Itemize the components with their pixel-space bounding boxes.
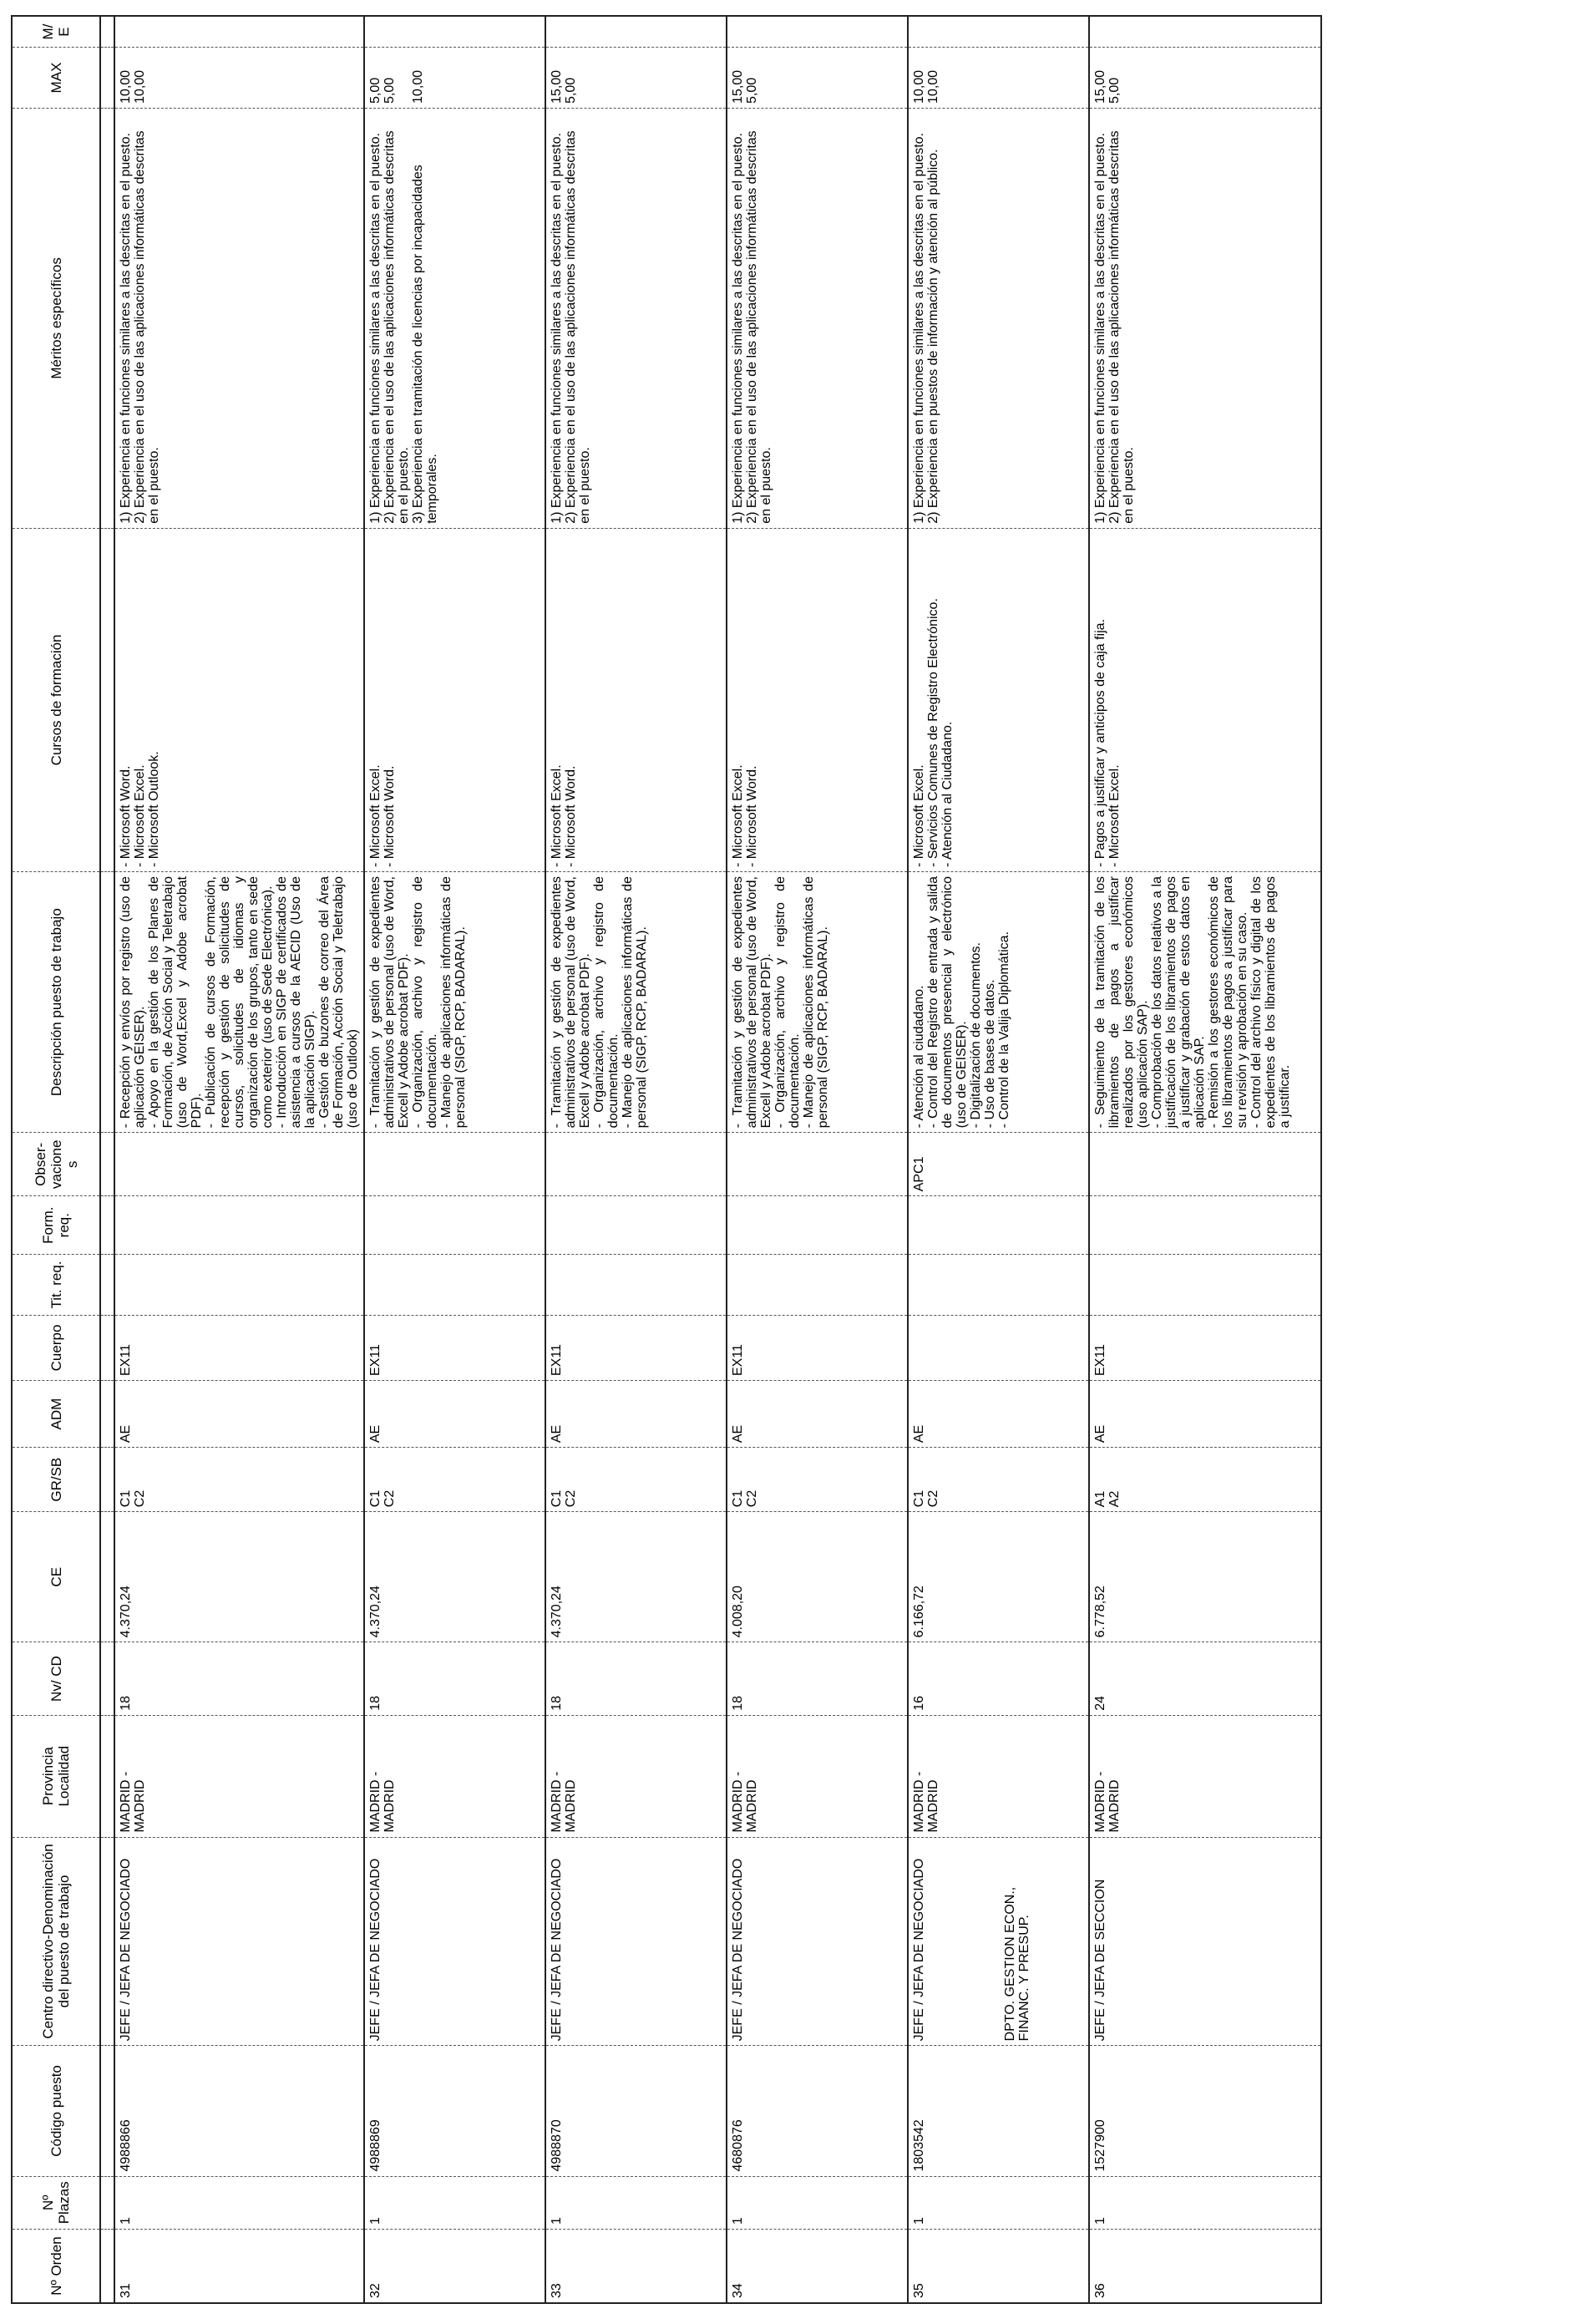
header-ce: CE [12,1512,100,1642]
max-text: 10,00 10,00 [912,69,940,104]
provincia-text: MADRID - MADRID [119,1771,147,1833]
cell-max [364,48,545,109]
cell-adm: AE [908,1381,1089,1448]
cell-ce: 4.370,24 [114,1512,364,1642]
header-obs: Obser- vaciones [12,1133,100,1196]
provincia-text: MADRID - MADRID [912,1771,940,1833]
cell-nvcd: 18 [364,1642,545,1715]
table-row [908,16,1089,2303]
cursos-text: - Microsoft Excel. - Servicios Comunes de Registro Electrónico. - Atención al Ciudadano. [912,598,955,868]
cell-meritos [114,108,364,528]
cell-orden: 32 [364,2230,545,2303]
cell-max [1089,48,1321,109]
cell-plazas: 1 [908,2176,1089,2230]
cell-grsb [1089,1448,1321,1512]
cell-obs [364,1133,545,1196]
cell-max [114,48,364,109]
puesto-denominacion: JEFE / JEFA DE NEGOCIADO [368,1858,383,2042]
puesto-denominacion: JEFE / JEFA DE NEGOCIADO [731,1858,745,2042]
cell-meritos [364,108,545,528]
descripcion-text: - Tramitación y gestión de expedientes administrativos de personal (uso de Word, Excell y Adobe acrobat PDF). - Organización, archivo y registro de documentación. - Manejo de aplicaciones informáticas de personal (SIGP, RCP, BADARAL). [731,876,830,1129]
cell-descripcion [1089,872,1321,1133]
meritos-text: 1) Experiencia en funciones similares a las descritas en el puesto. 2) Experiencia en el uso de las aplicaciones informáticas descritas en el puesto. [550,130,592,524]
header-cursos: Cursos de formación [12,528,100,871]
header-max: MAX [12,48,100,109]
cell-codigo: 1527900 [1089,2046,1321,2176]
descripcion-text: - Recepción y envíos por registro (uso de aplicación GEISER). - Apoyo en la gestión de los Planes de Formación, de Acción Social y Teletrabajo (uso de Word,Excel y Adobe acrobat PDF). - Publicación de cursos de Formación, recepción y gestión de solicitudes de cursos, solicitudes de idiomas y organización de los grupos, tanto en sede como exterior (uso de Sede Electrónica). - Introducción en SIGP de certificados de asistencia a cursos de la AECID (Uso de la aplicación SIGP). - Gestión de buzones de correo del Área de Formación, Acción Social y Teletrabajo (uso de Outlook) [119,876,360,1129]
cell-ce: 4.370,24 [364,1512,545,1642]
header-nvcd: Nv/ CD [12,1642,100,1715]
cell-grsb [114,1448,364,1512]
cell-cuerpo: EX11 [114,1315,364,1380]
cell-obs [1089,1133,1321,1196]
cell-meritos [1089,108,1321,528]
table-row [1089,16,1321,2303]
cell-form [545,1196,727,1255]
header-codigo: Código puesto [12,2046,100,2176]
cell-tit [545,1255,727,1316]
grsb-text: A1 A2 [1093,1490,1122,1508]
cell-descripcion [727,872,908,1133]
header-descripcion: Descripción puesto de trabajo [12,872,100,1133]
cell-descripcion [908,872,1089,1133]
max-text: 15,00 5,00 [1093,69,1122,104]
cell-max [727,48,908,109]
descripcion-text: - Seguimiento de la tramitación de los libramientos de pagos a justificar realizados por los gestores económicos (uso aplicación SAP). - Comprobación de los datos relativos a la justificación de los libramientos de pagos a justificar y grabación de estos datos en aplicación SAP. - Remisión a los gestores económicos de los libramientos de pagos a justificar para su revisión y aprobación en su caso. - Control del archivo físico y digital de los expedientes de los libramientos de pagos a justificar. [1093,876,1292,1129]
cell-provincia [908,1715,1089,1837]
header-cuerpo: Cuerpo [12,1315,100,1380]
descripcion-text: - Tramitación y gestión de expedientes administrativos de personal (uso de Word, Excell y Adobe acrobat PDF). - Organización, archivo y registro de documentación. - Manejo de aplicaciones informáticas de personal (SIGP, RCP, BADARAL). [368,876,468,1129]
cell-centro [727,1837,908,2046]
cell-form [727,1196,908,1255]
max-text: 5,00 5,00 10,00 [368,69,425,104]
cell-provincia [114,1715,364,1837]
cursos-text: - Microsoft Word. - Microsoft Excel. - Microsoft Outlook. [119,751,161,868]
provincia-text: MADRID - MADRID [368,1771,397,1833]
cell-tit [727,1255,908,1316]
cell-grsb [364,1448,545,1512]
cell-codigo: 4988866 [114,2046,364,2176]
cell-obs [114,1133,364,1196]
cell-adm: AE [364,1381,545,1448]
cell-nvcd: 18 [114,1642,364,1715]
cell-cuerpo: EX11 [545,1315,727,1380]
cell-provincia [364,1715,545,1837]
cursos-text: - Microsoft Excel. - Microsoft Word. [550,764,578,868]
cell-orden: 36 [1089,2230,1321,2303]
cell-me [545,16,727,48]
cell-orden: 33 [545,2230,727,2303]
cell-cuerpo: EX11 [727,1315,908,1380]
cell-tit [908,1255,1089,1316]
cell-obs [545,1133,727,1196]
header-meritos: Méritos específicos [12,108,100,528]
cell-centro [908,1837,1089,2046]
cell-codigo: 4680876 [727,2046,908,2176]
header-tit: Tit. req. [12,1255,100,1316]
cell-me [908,16,1089,48]
cursos-text: - Microsoft Excel. - Microsoft Word. [368,764,397,868]
cell-codigo: 4988869 [364,2046,545,2176]
cell-adm: AE [545,1381,727,1448]
cell-cursos [114,528,364,871]
max-text: 15,00 5,00 [731,69,759,104]
puesto-denominacion: JEFE / JEFA DE SECCION [1093,1879,1107,2042]
cell-orden: 31 [114,2230,364,2303]
cell-descripcion [364,872,545,1133]
cell-adm: AE [727,1381,908,1448]
cell-me [364,16,545,48]
cell-plazas: 1 [545,2176,727,2230]
provincia-text: MADRID - MADRID [731,1771,759,1833]
cell-grsb [545,1448,727,1512]
cell-form [114,1196,364,1255]
header-spacer-row [100,16,114,2303]
descripcion-text: - Atención al ciudadano. - Control del Registro de entrada y salida de documentos presencial y electrónico (uso de GEISER). - Digitalización de documentos. - Uso de bases de datos. - Control de la Valija Diplomática. [912,876,1011,1129]
cell-plazas: 1 [114,2176,364,2230]
cell-tit [364,1255,545,1316]
cell-form [364,1196,545,1255]
cell-provincia [545,1715,727,1837]
cell-meritos [727,108,908,528]
cell-adm: AE [1089,1381,1321,1448]
cell-centro [1089,1837,1321,2046]
cell-provincia [1089,1715,1321,1837]
table-row [545,16,727,2303]
cell-me [114,16,364,48]
grsb-text: C1 C2 [368,1489,397,1508]
cell-max [545,48,727,109]
cell-me [727,16,908,48]
puesto-denominacion: JEFE / JEFA DE NEGOCIADO [550,1858,564,2042]
cell-codigo: 4988870 [545,2046,727,2176]
header-centro: Centro directivo-Denominación del puesto de trabajo [12,1837,100,2046]
table-row [364,16,545,2303]
cell-cuerpo: EX11 [364,1315,545,1380]
cell-form [908,1196,1089,1255]
cell-nvcd: 18 [727,1642,908,1715]
header-provincia: Provincia Localidad [12,1715,100,1837]
cell-cuerpo [908,1315,1089,1380]
cell-centro [114,1837,364,2046]
cell-obs: APC1 [908,1133,1089,1196]
cell-meritos [908,108,1089,528]
grsb-text: C1 C2 [119,1489,147,1508]
cell-nvcd: 24 [1089,1642,1321,1715]
puesto-denominacion: JEFE / JEFA DE NEGOCIADO [119,1858,133,2042]
cell-me [1089,16,1321,48]
cell-meritos [545,108,727,528]
cell-cursos [727,528,908,871]
centro-directivo: DPTO. GESTION ECON., FINANC. Y PRESUP. [1003,1883,1031,2042]
cell-grsb [727,1448,908,1512]
job-positions-table [11,15,1322,2304]
grsb-text: C1 C2 [731,1489,759,1508]
cell-orden: 34 [727,2230,908,2303]
cell-form [1089,1196,1321,1255]
meritos-text: 1) Experiencia en funciones similares a las descritas en el puesto. 2) Experiencia en el uso de las aplicaciones informáticas descritas en el puesto. [1093,130,1136,524]
cursos-text: - Microsoft Excel. - Microsoft Word. [731,764,759,868]
header-adm: ADM [12,1381,100,1448]
table-body [114,16,1321,2303]
grsb-text: C1 C2 [550,1489,578,1508]
header-form: Form. req. [12,1196,100,1255]
cell-ce: 6.166,72 [908,1512,1089,1642]
descripcion-text: - Tramitación y gestión de expedientes administrativos de personal (uso de Word, Excell y Adobe acrobat PDF). - Organización, archivo y registro de documentación. - Manejo de aplicaciones informáticas de personal (SIGP, RCP, BADARAL). [550,876,649,1129]
cell-cursos [364,528,545,871]
cell-obs [727,1133,908,1196]
cell-provincia [727,1715,908,1837]
meritos-text: 1) Experiencia en funciones similares a las descritas en el puesto. 2) Experiencia en el uso de las aplicaciones informáticas descritas en el puesto. 3) Experiencia en tramitación de licencias por incapacidades temporales. [368,130,439,524]
cell-ce: 6.778,52 [1089,1512,1321,1642]
cell-plazas: 1 [364,2176,545,2230]
header-row [12,16,100,2303]
cell-adm: AE [114,1381,364,1448]
table-row [727,16,908,2303]
cell-nvcd: 16 [908,1642,1089,1715]
cell-cursos [908,528,1089,871]
header-plazas: Nº Plazas [12,2176,100,2230]
header-orden: Nº Orden [12,2230,100,2303]
grsb-text: C1 C2 [912,1489,940,1508]
header-grsb: GR/SB [12,1448,100,1512]
max-text: 15,00 5,00 [550,69,578,104]
cell-plazas: 1 [727,2176,908,2230]
cell-descripcion [545,872,727,1133]
cell-plazas: 1 [1089,2176,1321,2230]
cell-nvcd: 18 [545,1642,727,1715]
puesto-denominacion: JEFE / JEFA DE NEGOCIADO [912,1858,926,2042]
provincia-text: MADRID - MADRID [550,1771,578,1833]
cell-tit [1089,1255,1321,1316]
cell-max [908,48,1089,109]
cell-centro [545,1837,727,2046]
cell-descripcion [114,872,364,1133]
cell-centro [364,1837,545,2046]
header-me: M/E [12,16,100,48]
meritos-text: 1) Experiencia en funciones similares a las descritas en el puesto. 2) Experiencia en puestos de información y atención al público. [912,133,940,524]
cell-codigo: 1803542 [908,2046,1089,2176]
cell-grsb [908,1448,1089,1512]
cell-ce: 4.008,20 [727,1512,908,1642]
cell-tit [114,1255,364,1316]
meritos-text: 1) Experiencia en funciones similares a las descritas en el puesto. 2) Experiencia en el uso de las aplicaciones informáticas descritas en el puesto. [119,130,161,524]
provincia-text: MADRID - MADRID [1093,1771,1122,1833]
cursos-text: - Pagos a justificar y anticipos de caja fija. - Microsoft Excel. [1093,618,1122,868]
cell-cuerpo: EX11 [1089,1315,1321,1380]
meritos-text: 1) Experiencia en funciones similares a las descritas en el puesto. 2) Experiencia en el uso de las aplicaciones informáticas descritas en el puesto. [731,130,773,524]
cell-ce: 4.370,24 [545,1512,727,1642]
cell-orden: 35 [908,2230,1089,2303]
cell-cursos [545,528,727,871]
table-row [114,16,364,2303]
cell-cursos [1089,528,1321,871]
max-text: 10,00 10,00 [119,69,147,104]
